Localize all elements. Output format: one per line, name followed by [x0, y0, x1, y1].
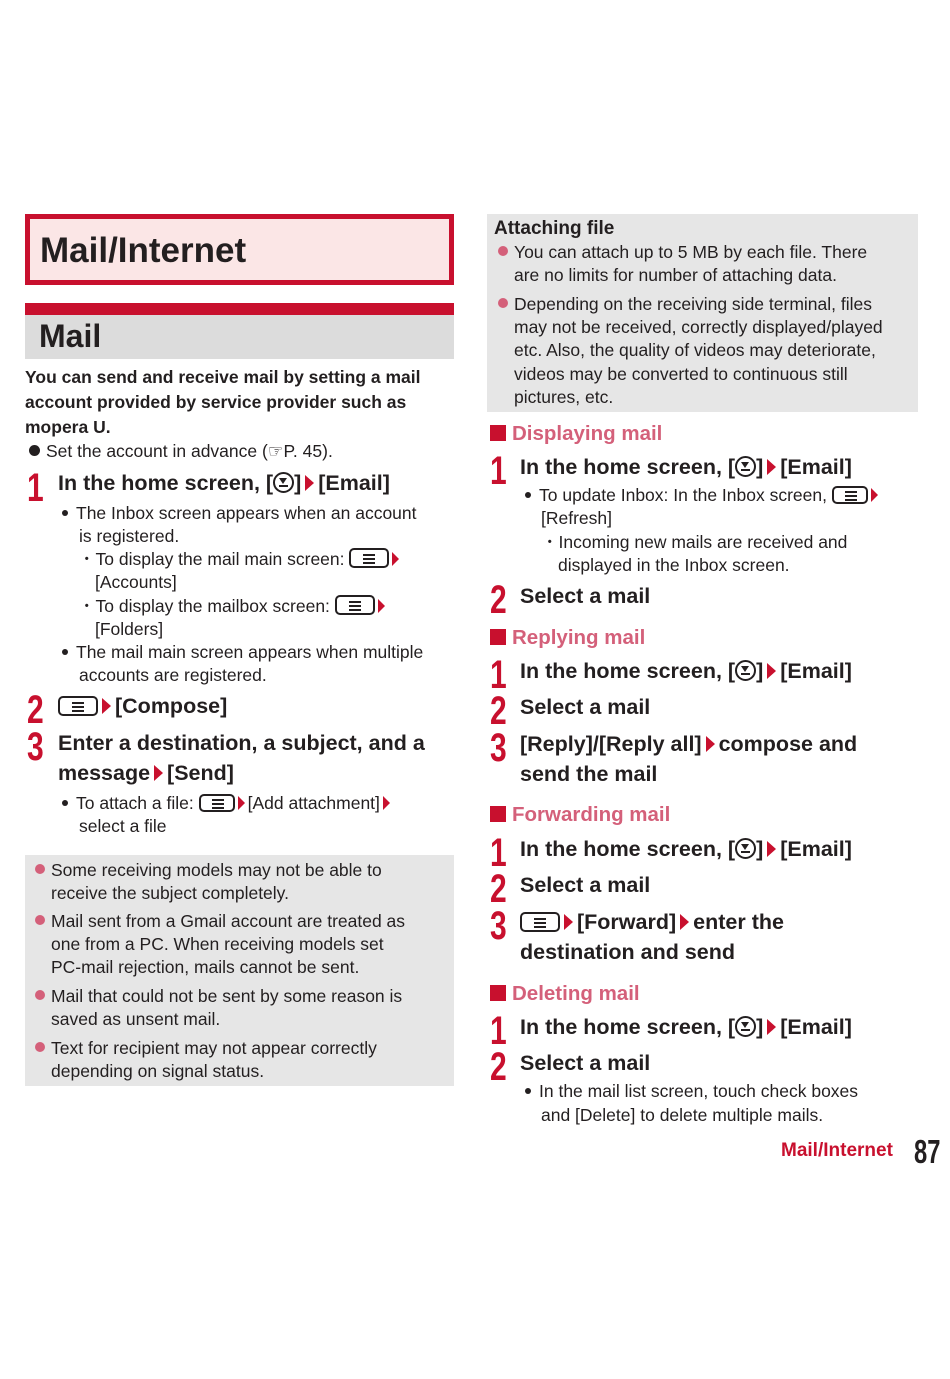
reference-icon: ☞	[267, 441, 284, 461]
note-item-cont: receive the subject completely.	[51, 883, 289, 903]
menu-key-icon	[832, 486, 868, 504]
reply-step-1: In the home screen, [ ] [Email]	[520, 659, 852, 683]
step-3-text: Enter a destination, a subject, and a	[58, 731, 425, 755]
bullet-icon	[525, 492, 531, 498]
home-key-icon	[735, 660, 756, 681]
delete-step-2: Select a mail	[520, 1051, 651, 1075]
attach-note-cont: pictures, etc.	[514, 387, 614, 407]
display-bullet: To update Inbox: In the Inbox screen,	[525, 484, 881, 507]
arrow-icon	[767, 459, 776, 475]
advance-bullet: Set the account in advance (☞P. 45).	[29, 440, 333, 463]
menu-key-icon	[335, 595, 375, 615]
reply-step-3-cont: send the mail	[520, 762, 658, 786]
display-bullet-cont: [Refresh]	[541, 508, 612, 528]
arrow-icon	[154, 765, 163, 781]
step-number: 1	[490, 831, 507, 875]
step-1-text: In the home screen, [ ] [Email]	[58, 471, 390, 495]
arrow-icon	[767, 1019, 776, 1035]
attach-note-cont: videos may be converted to continuous still	[514, 364, 848, 384]
square-icon	[490, 806, 506, 822]
note-item-cont: saved as unsent mail.	[51, 1009, 221, 1029]
note-item: Text for recipient may not appear correctly	[35, 1037, 377, 1060]
bullet-icon	[29, 445, 40, 456]
bullet-icon	[62, 649, 68, 655]
note-item-cont: depending on signal status.	[51, 1061, 265, 1081]
arrow-icon	[383, 796, 390, 810]
bullet-attach: To attach a file: [Add attachment]	[62, 792, 393, 815]
arrow-icon	[564, 914, 573, 930]
arrow-icon	[238, 796, 245, 810]
step-number: 2	[490, 867, 507, 911]
step-number: 2	[490, 578, 507, 622]
attach-note-cont: etc. Also, the quality of videos may deteriorate,	[514, 340, 876, 360]
displaying-heading: Displaying mail	[490, 422, 662, 446]
arrow-icon	[680, 914, 689, 930]
home-key-icon	[735, 838, 756, 859]
step-number: 2	[490, 1045, 507, 1089]
delete-bullet: In the mail list screen, touch check boxes	[525, 1080, 858, 1103]
step-number: 1	[490, 1009, 507, 1053]
arrow-icon	[871, 488, 878, 502]
forward-step-3: [Forward] enter the	[520, 907, 784, 938]
square-icon	[490, 985, 506, 1001]
bullet-main-screen: The mail main screen appears when multiple	[62, 641, 423, 664]
bullet-inbox-cont: is registered.	[79, 526, 180, 546]
page-number: 87	[914, 1133, 941, 1170]
sub-bullet-mailbox: ・To display the mailbox screen:	[78, 595, 388, 618]
step-number: 2	[27, 688, 44, 732]
note-item-cont: PC-mail rejection, mails cannot be sent.	[51, 957, 360, 977]
menu-key-icon	[520, 912, 560, 932]
square-icon	[490, 425, 506, 441]
note-item: Mail sent from a Gmail account are treated as	[35, 910, 405, 933]
chapter-title-box	[25, 214, 454, 285]
note-bullet-icon	[35, 864, 45, 874]
step-number: 2	[490, 689, 507, 733]
bullet-main-screen-cont: accounts are registered.	[79, 665, 267, 685]
home-key-icon	[273, 472, 294, 493]
reply-step-2: Select a mail	[520, 695, 651, 719]
note-item-cont: one from a PC. When receiving models set	[51, 934, 384, 954]
bullet-icon	[525, 1088, 531, 1094]
forward-step-3-cont: destination and send	[520, 940, 736, 964]
replying-heading: Replying mail	[490, 626, 645, 650]
step-number: 3	[490, 904, 507, 948]
section-title: Mail	[39, 318, 102, 354]
deleting-heading: Deleting mail	[490, 982, 640, 1006]
step-number: 3	[490, 726, 507, 770]
step-number: 1	[27, 466, 44, 510]
bullet-attach-cont: select a file	[79, 816, 167, 836]
section-header	[25, 303, 454, 359]
note-bullet-icon	[498, 246, 508, 256]
bullet-icon	[62, 510, 68, 516]
attach-note: You can attach up to 5 MB by each file. There	[498, 241, 867, 264]
attach-note-cont: may not be received, correctly displayed/played	[514, 317, 883, 337]
sub-bullet-main-cont: [Accounts]	[95, 572, 177, 592]
menu-key-icon	[58, 696, 98, 716]
menu-key-icon	[199, 794, 235, 812]
delete-bullet-cont: and [Delete] to delete multiple mails.	[541, 1105, 824, 1125]
menu-key-icon	[349, 548, 389, 568]
attach-note: Depending on the receiving side terminal, files	[498, 293, 872, 316]
step-number: 3	[27, 725, 44, 769]
step-number: 1	[490, 449, 507, 493]
forward-step-1: In the home screen, [ ] [Email]	[520, 837, 852, 861]
chapter-title: Mail/Internet	[40, 231, 247, 270]
arrow-icon	[706, 736, 715, 752]
forwarding-heading: Forwarding mail	[490, 803, 670, 827]
sub-bullet-main: ・To display the mail main screen:	[78, 548, 402, 571]
note-bullet-icon	[498, 298, 508, 308]
bullet-icon	[62, 800, 68, 806]
arrow-icon	[102, 698, 111, 714]
home-key-icon	[735, 456, 756, 477]
step-number: 1	[490, 653, 507, 697]
arrow-icon	[305, 475, 314, 491]
forward-step-2: Select a mail	[520, 873, 651, 897]
attaching-title: Attaching file	[494, 218, 615, 239]
display-sub-bullet-cont: displayed in the Inbox screen.	[558, 555, 790, 575]
footer-label: Mail/Internet	[781, 1140, 893, 1161]
display-sub-bullet: ・Incoming new mails are received and	[541, 532, 848, 552]
arrow-icon	[767, 663, 776, 679]
delete-step-1: In the home screen, [ ] [Email]	[520, 1015, 852, 1039]
arrow-icon	[392, 552, 399, 566]
arrow-icon	[378, 599, 385, 613]
sub-bullet-mailbox-cont: [Folders]	[95, 619, 164, 639]
note-bullet-icon	[35, 990, 45, 1000]
note-bullet-icon	[35, 1042, 45, 1052]
step-3-text-cont: message [Send]	[58, 761, 234, 785]
note-item: Some receiving models may not be able to	[35, 859, 382, 882]
arrow-icon	[767, 841, 776, 857]
step-2-text: [Compose]	[58, 691, 227, 722]
square-icon	[490, 629, 506, 645]
bullet-inbox: The Inbox screen appears when an account	[62, 502, 417, 525]
intro-text: You can send and receive mail by setting a mail account provided by service provider such as mopera U.	[25, 367, 421, 437]
display-step-1: In the home screen, [ ] [Email]	[520, 455, 852, 479]
attach-note-cont: are no limits for number of attaching data.	[514, 265, 837, 285]
display-step-2: Select a mail	[520, 584, 651, 608]
note-bullet-icon	[35, 915, 45, 925]
home-key-icon	[735, 1016, 756, 1037]
note-item: Mail that could not be sent by some reason is	[35, 985, 402, 1008]
reply-step-3: [Reply]/[Reply all] compose and	[520, 732, 858, 756]
